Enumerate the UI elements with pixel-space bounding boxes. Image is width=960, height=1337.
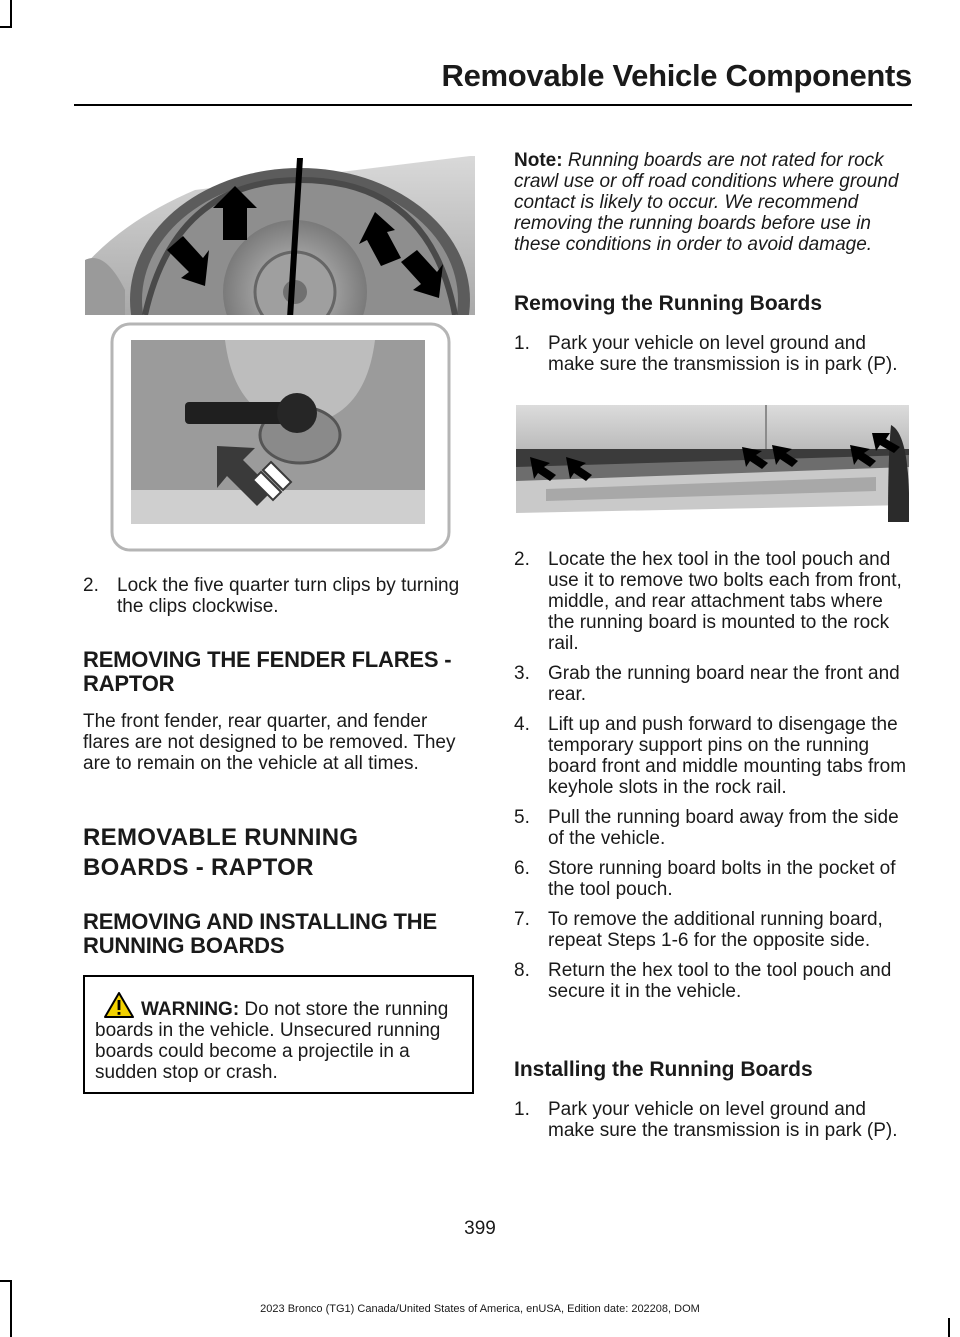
list-item: 3. Grab the running board near the front and rear. — [514, 663, 900, 705]
warning-text: Do not store the running boards in the vehicle. Unsecured running boards could become a projectile in a sudden stop or crash. — [95, 999, 449, 1083]
note-paragraph — [514, 150, 909, 255]
fender-clip-illustration — [85, 150, 475, 552]
list-item: 5. Pull the running board away from the side of the vehicle. — [514, 807, 899, 849]
list-item: 6. Store running board bolts in the pocket of the tool pouch. — [514, 858, 896, 900]
removing-steps-list — [514, 549, 909, 1002]
installing-step-1: 1. Park your vehicle on level ground and make sure the transmission is in park (P). — [514, 1099, 898, 1141]
list-item: 7. To remove the additional running board, repeat Steps 1-6 for the opposite side. — [514, 909, 883, 951]
crop-mark — [10, 0, 12, 28]
fender-flares-text: The front fender, rear quarter, and fender flares are not designed to be removed. They are to remain on the vehicle at all times. — [83, 711, 456, 774]
page-title: Removable Vehicle Components — [441, 58, 912, 93]
crop-mark — [948, 1318, 950, 1337]
removing-heading: Removing the Running Boards — [514, 292, 823, 315]
note-text: Running boards are not rated for rock crawl use or off road conditions where ground contact is likely to occur. We recommend removing the running boards before use in these conditions in order to avoid damage. — [514, 150, 899, 255]
list-item: 8. Return the hex tool to the tool pouch and secure it in the vehicle. — [514, 960, 892, 1002]
installing-removing-heading: REMOVING AND INSTALLING THE RUNNING BOARDS — [83, 909, 437, 958]
running-boards-heading-line1: REMOVABLE RUNNING — [83, 824, 359, 851]
installing-heading: Installing the Running Boards — [514, 1058, 813, 1081]
crop-mark — [0, 26, 12, 28]
running-boards-heading-line2: BOARDS - RAPTOR — [83, 854, 314, 881]
warning-triangle-icon — [103, 991, 135, 1019]
warning-label: WARNING: — [141, 999, 240, 1020]
removing-step-1: 1. Park your vehicle on level ground and make sure the transmission is in park (P). — [514, 333, 898, 375]
crop-mark — [0, 1280, 12, 1282]
clip-lock-step: 2. Lock the five quarter turn clips by turning the clips clockwise. — [83, 575, 460, 617]
list-item: 2. Locate the hex tool in the tool pouch and use it to remove two bolts each from front, middle, and rear attachment tabs where the running board is mounted to the rock rail. — [514, 549, 902, 654]
title-divider — [74, 104, 912, 106]
running-board-illustration — [516, 405, 909, 522]
page-number: 399 — [464, 1218, 496, 1239]
fender-flares-heading: REMOVING THE FENDER FLARES - RAPTOR — [83, 647, 452, 696]
edition-footer: 2023 Bronco (TG1) Canada/United States of America, enUSA, Edition date: 202208, DOM — [260, 1303, 700, 1315]
list-item: 4. Lift up and push forward to disengage the temporary support pins on the running board front and middle mounting tabs from keyhole slots in the rock rail. — [514, 714, 907, 798]
warning-box — [83, 975, 474, 1094]
note-label: Note: — [514, 150, 563, 171]
